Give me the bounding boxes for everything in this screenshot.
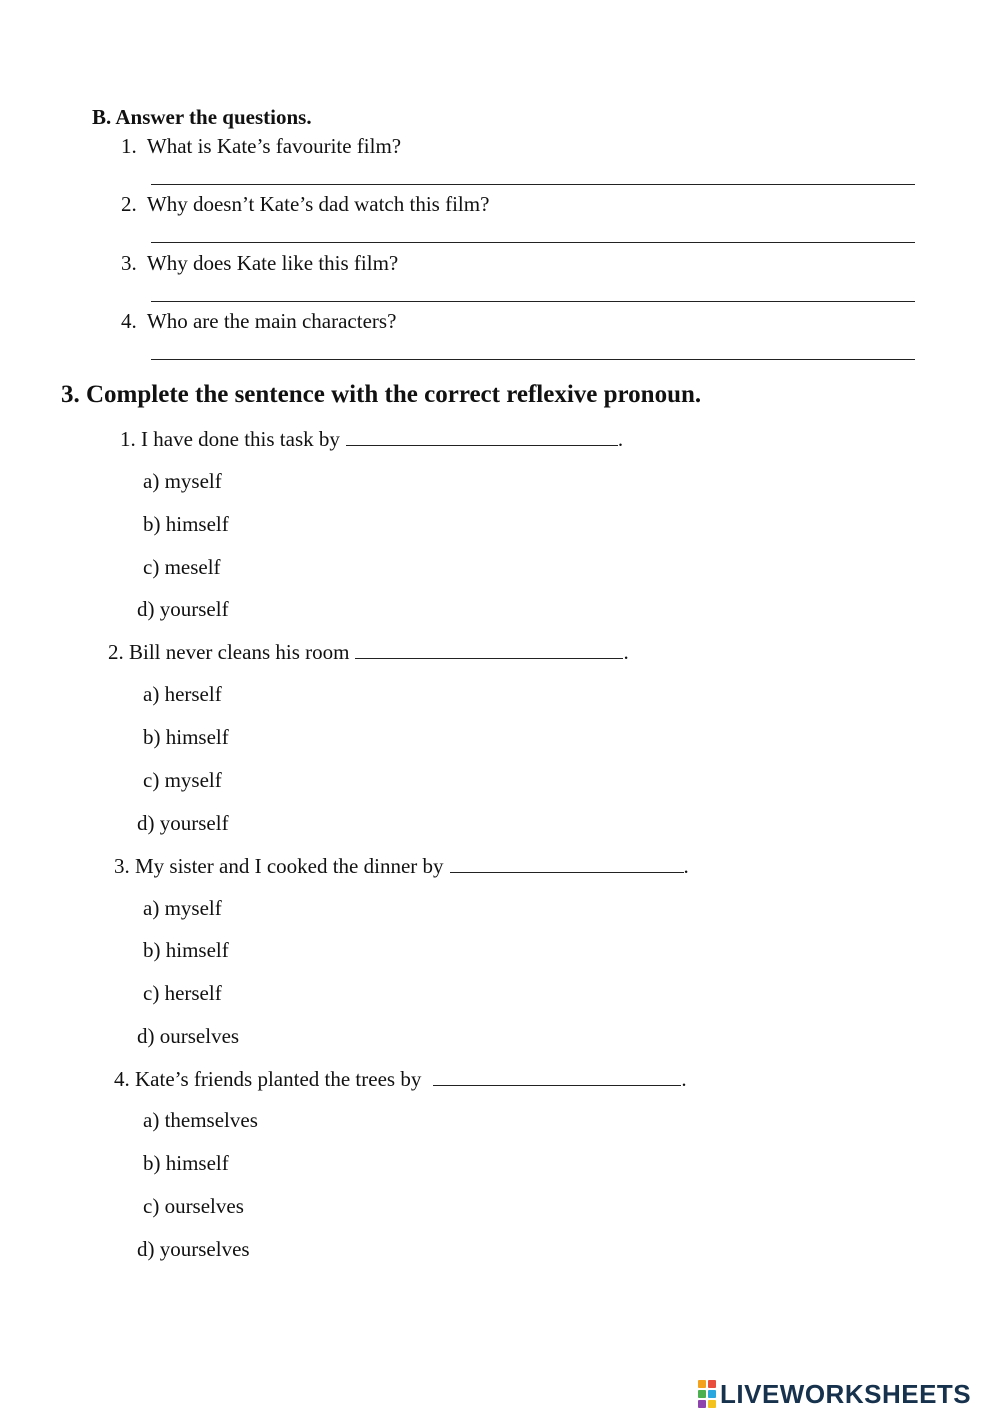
sentence-prompt: 3. My sister and I cooked the dinner by xyxy=(114,854,444,878)
liveworksheets-logo[interactable] xyxy=(698,1379,971,1409)
sentence-prompt: 4. Kate’s friends planted the trees by xyxy=(114,1067,422,1091)
sentence-3 xyxy=(114,853,689,879)
option-3c[interactable]: c) herself xyxy=(143,981,222,1005)
question-4 xyxy=(121,308,396,334)
option-3d[interactable]: d) ourselves xyxy=(137,1024,240,1048)
option-2b[interactable]: b) himself xyxy=(143,725,229,749)
answer-blank[interactable] xyxy=(346,445,618,446)
sentence-1 xyxy=(120,426,623,452)
answer-blank[interactable] xyxy=(450,872,684,873)
question-2 xyxy=(121,191,489,217)
answer-line-2[interactable] xyxy=(151,242,915,243)
option-3b[interactable]: b) himself xyxy=(143,938,229,962)
section-3-heading: 3. Complete the sentence with the correct reflexive pronoun. xyxy=(61,381,702,408)
option-1b[interactable]: b) himself xyxy=(143,512,229,536)
sentence-end: . xyxy=(681,1067,687,1091)
option-2a[interactable]: a) herself xyxy=(143,682,222,706)
sentence-2 xyxy=(108,639,629,665)
logo-text: LIVEWORKSHEETS xyxy=(720,1378,972,1409)
question-text: Why does Kate like this film? xyxy=(146,251,399,275)
option-2d[interactable]: d) yourself xyxy=(137,811,229,835)
answer-blank[interactable] xyxy=(433,1085,681,1086)
question-number: 4. xyxy=(121,309,137,333)
sentence-end: . xyxy=(617,427,624,451)
question-1 xyxy=(121,133,401,159)
question-number: 2. xyxy=(121,192,137,216)
question-number: 1. xyxy=(121,134,137,158)
option-4d[interactable]: d) yourselves xyxy=(137,1237,250,1261)
question-text: Who are the main characters? xyxy=(146,309,397,333)
option-4c[interactable]: c) ourselves xyxy=(143,1194,244,1218)
answer-line-3[interactable] xyxy=(151,301,915,302)
liveworksheets-logo-icon xyxy=(698,1380,716,1408)
sentence-prompt: 1. I have done this task by xyxy=(120,427,340,451)
option-4a[interactable]: a) themselves xyxy=(143,1108,258,1132)
answer-blank[interactable] xyxy=(355,658,623,659)
section-b-heading: B. Answer the questions. xyxy=(92,105,312,129)
option-1d[interactable]: d) yourself xyxy=(137,597,229,621)
option-3a[interactable]: a) myself xyxy=(143,896,222,920)
option-1c[interactable]: c) meself xyxy=(143,555,221,579)
sentence-prompt: 2. Bill never cleans his room xyxy=(108,640,350,664)
option-4b[interactable]: b) himself xyxy=(143,1151,229,1175)
option-1a[interactable]: a) myself xyxy=(143,469,222,493)
answer-line-1[interactable] xyxy=(151,184,915,185)
question-text: Why doesn’t Kate’s dad watch this film? xyxy=(146,192,490,216)
sentence-4 xyxy=(114,1066,687,1092)
sentence-end: . xyxy=(683,854,689,878)
question-number: 3. xyxy=(121,251,137,275)
option-2c[interactable]: c) myself xyxy=(143,768,222,792)
sentence-end: . xyxy=(623,640,629,664)
question-3 xyxy=(121,250,398,276)
question-text: What is Kate’s favourite film? xyxy=(146,134,402,158)
answer-line-4[interactable] xyxy=(151,359,915,360)
